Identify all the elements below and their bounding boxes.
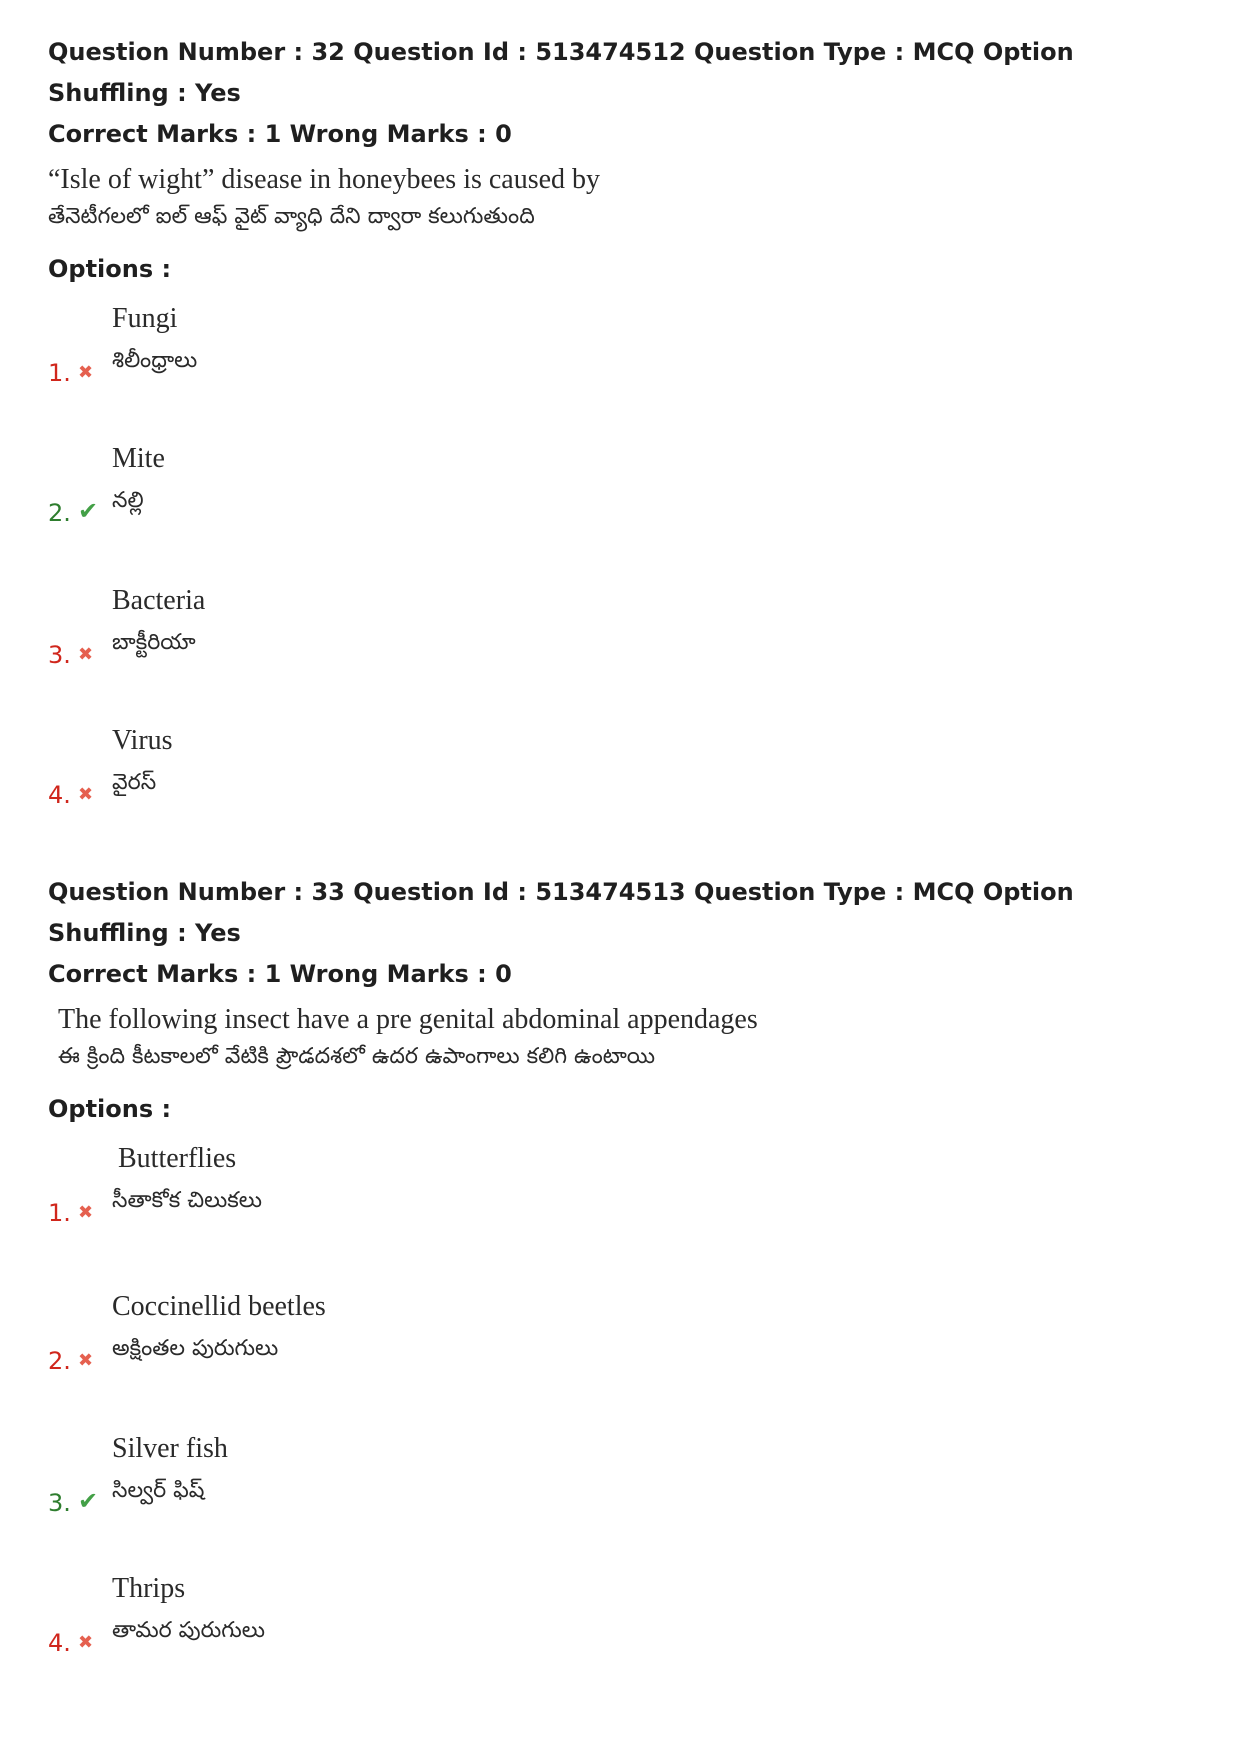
option-item xyxy=(48,1428,648,1538)
question-header: Question Number : 33 Question Id : 513474513 Question Type : MCQ Option Shuffling : Yes xyxy=(48,878,1074,947)
correct-check-icon: ✔ xyxy=(78,1487,99,1515)
question-stem-telugu: ఈ క్రింది కీటకాలలో వేటికి ప్రౌడదశలో ఉదర ఉపాంగాలు కలిగి ఉంటాయి xyxy=(58,1044,656,1069)
wrong-cross-icon: ✖ xyxy=(78,1632,94,1653)
wrong-cross-icon: ✖ xyxy=(78,644,94,665)
option-text-telugu: తామర పురుగులు xyxy=(112,1618,265,1643)
options-label: Options : xyxy=(48,255,172,283)
option-text-english: Bacteria xyxy=(112,585,206,616)
option-text-english: Butterflies xyxy=(118,1143,237,1174)
option-text-telugu: సిల్వర్ ఫిష్ xyxy=(112,1478,205,1503)
option-item xyxy=(48,438,648,548)
option-item xyxy=(48,720,648,830)
option-number: 3. xyxy=(48,1489,71,1517)
question-stem-english: The following insect have a pre genital abdominal appendages xyxy=(58,1004,758,1035)
option-text-english: Silver fish xyxy=(112,1433,228,1464)
option-text-english: Coccinellid beetles xyxy=(112,1291,326,1322)
option-number: 1. xyxy=(48,1199,71,1227)
option-text-telugu: సీతాకోక చిలుకలు xyxy=(112,1188,262,1213)
option-text-english: Fungi xyxy=(112,303,178,334)
question-stem-telugu: తేనెటీగలలో ఐల్ ఆఫ్ వైట్ వ్యాధి దేని ద్వారా కలుగుతుంది xyxy=(48,204,535,229)
option-number: 3. xyxy=(48,641,71,669)
option-text-english: Thrips xyxy=(112,1573,186,1604)
option-item xyxy=(48,1568,648,1678)
option-text-telugu: బాక్టీరియా xyxy=(112,630,196,655)
option-item xyxy=(48,298,648,408)
option-text-english: Mite xyxy=(112,443,165,474)
correct-check-icon: ✔ xyxy=(78,497,99,525)
option-number: 2. xyxy=(48,1347,71,1375)
option-number: 4. xyxy=(48,781,71,809)
wrong-cross-icon: ✖ xyxy=(78,784,94,805)
question-block xyxy=(48,872,1198,1710)
wrong-cross-icon: ✖ xyxy=(78,1202,94,1223)
options-label: Options : xyxy=(48,1095,172,1123)
question-header: Question Number : 32 Question Id : 513474512 Question Type : MCQ Option Shuffling : Yes xyxy=(48,38,1074,107)
marks-line: Correct Marks : 1 Wrong Marks : 0 xyxy=(48,960,512,988)
question-block xyxy=(48,32,1198,850)
question-stem-english: “Isle of wight” disease in honeybees is caused by xyxy=(48,164,601,195)
option-number: 4. xyxy=(48,1629,71,1657)
option-number: 2. xyxy=(48,499,71,527)
option-item xyxy=(48,1286,648,1396)
option-text-telugu: శిలీంధ్రాలు xyxy=(112,348,198,373)
option-text-telugu: అక్షింతల పురుగులు xyxy=(112,1336,279,1361)
option-text-telugu: నల్లి xyxy=(112,488,144,513)
option-number: 1. xyxy=(48,359,71,387)
wrong-cross-icon: ✖ xyxy=(78,1350,94,1371)
marks-line: Correct Marks : 1 Wrong Marks : 0 xyxy=(48,120,512,148)
option-item xyxy=(48,1138,648,1248)
wrong-cross-icon: ✖ xyxy=(78,362,94,383)
option-item xyxy=(48,580,648,690)
option-text-english: Virus xyxy=(112,725,173,756)
option-text-telugu: వైరస్ xyxy=(112,770,157,795)
